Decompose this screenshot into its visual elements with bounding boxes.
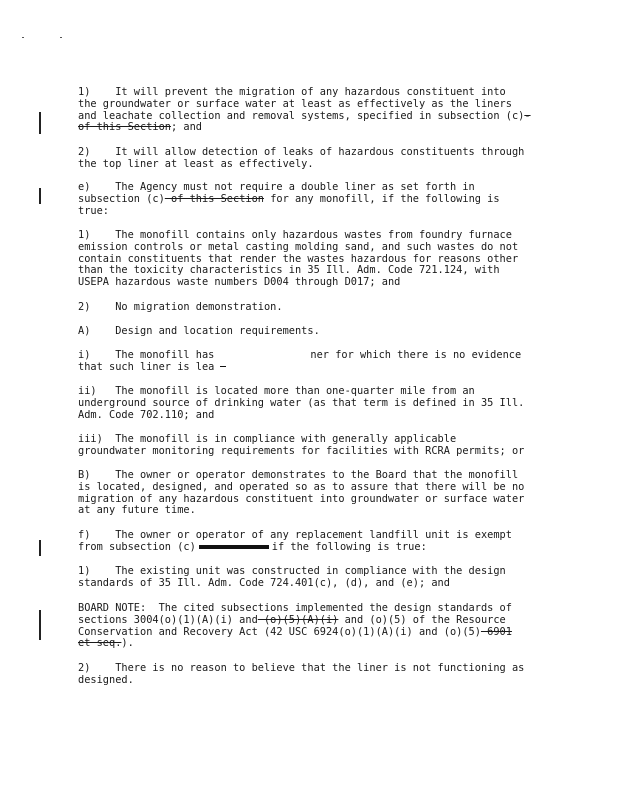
paragraph-f-2: 2) There is no reason to believe that the liner is not functioning as designed. xyxy=(78,662,525,686)
scan-speck xyxy=(22,37,24,38)
paragraph-e-1: 1) The monofill contains only hazardous wastes from foundry furnace emission controls or metal casting molding sand, and such wastes do not contain constituents that render the wastes hazardous for reasons other than the toxicity characteristics in 35 Ill. Adm. Code 721.124, with USEPA hazardous waste numbers D004 through D017; and xyxy=(78,229,519,289)
paragraph-A: A) Design and location requirements. xyxy=(78,325,320,337)
paragraph-f: f) The owner or operator of any replacement landfill unit is exempt from subsection (c) if the following is true: xyxy=(78,529,512,553)
paragraph-1: 1) It will prevent the migration of any hazardous constituent into the groundwater or surface water at least as effectively as the liners and leachate collection and removal systems, specified in subsection (c)- of this Section; and xyxy=(78,86,531,134)
paragraph-A-i: i) The monofill has ner for which there is no evidence that such liner is lea xyxy=(78,349,522,373)
paragraph-A-ii: ii) The monofill is located more than one-quarter mile from an underground source of drinking water (as that term is defined in 35 Ill. Adm. Code 702.110; and xyxy=(78,385,525,421)
revision-bar xyxy=(39,112,41,134)
paragraph-e-2: 2) No migration demonstration. xyxy=(78,301,283,313)
paragraph-A-iii: iii) The monofill is in compliance with generally applicable groundwater monitoring requirements for facilities with RCRA permits; or xyxy=(78,433,525,457)
paragraph-2: 2) It will allow detection of leaks of hazardous constituents through the top liner at least as effectively. xyxy=(78,146,525,170)
paragraph-e: e) The Agency must not require a double liner as set forth in subsection (c) of this Section for any monofill, if the following is true: xyxy=(78,181,500,217)
redaction-mark xyxy=(199,545,269,549)
paragraph-f-1: 1) The existing unit was constructed in compliance with the design standards of 35 Ill. Adm. Code 724.401(c), (d), and (e); and xyxy=(78,565,506,589)
revision-bar xyxy=(39,540,41,556)
paragraph-B: B) The owner or operator demonstrates to the Board that the monofill is located, designed, and operated so as to assure that there will be no migration of any hazardous constituent into groundwater or surface water at any future time. xyxy=(78,469,525,517)
board-note: BOARD NOTE: The cited subsections implemented the design standards of sections 3004(o)(1)(A)(i) and (o)(5)(A)(i) and (o)(5) of the Resource Conservation and Recovery Act (42 USC 6924(o)(1)(A)(i) and (o)(5) 6901 et seq.). xyxy=(78,602,512,650)
revision-bar xyxy=(39,188,41,204)
scan-speck xyxy=(60,37,62,38)
revision-bar xyxy=(39,610,41,640)
